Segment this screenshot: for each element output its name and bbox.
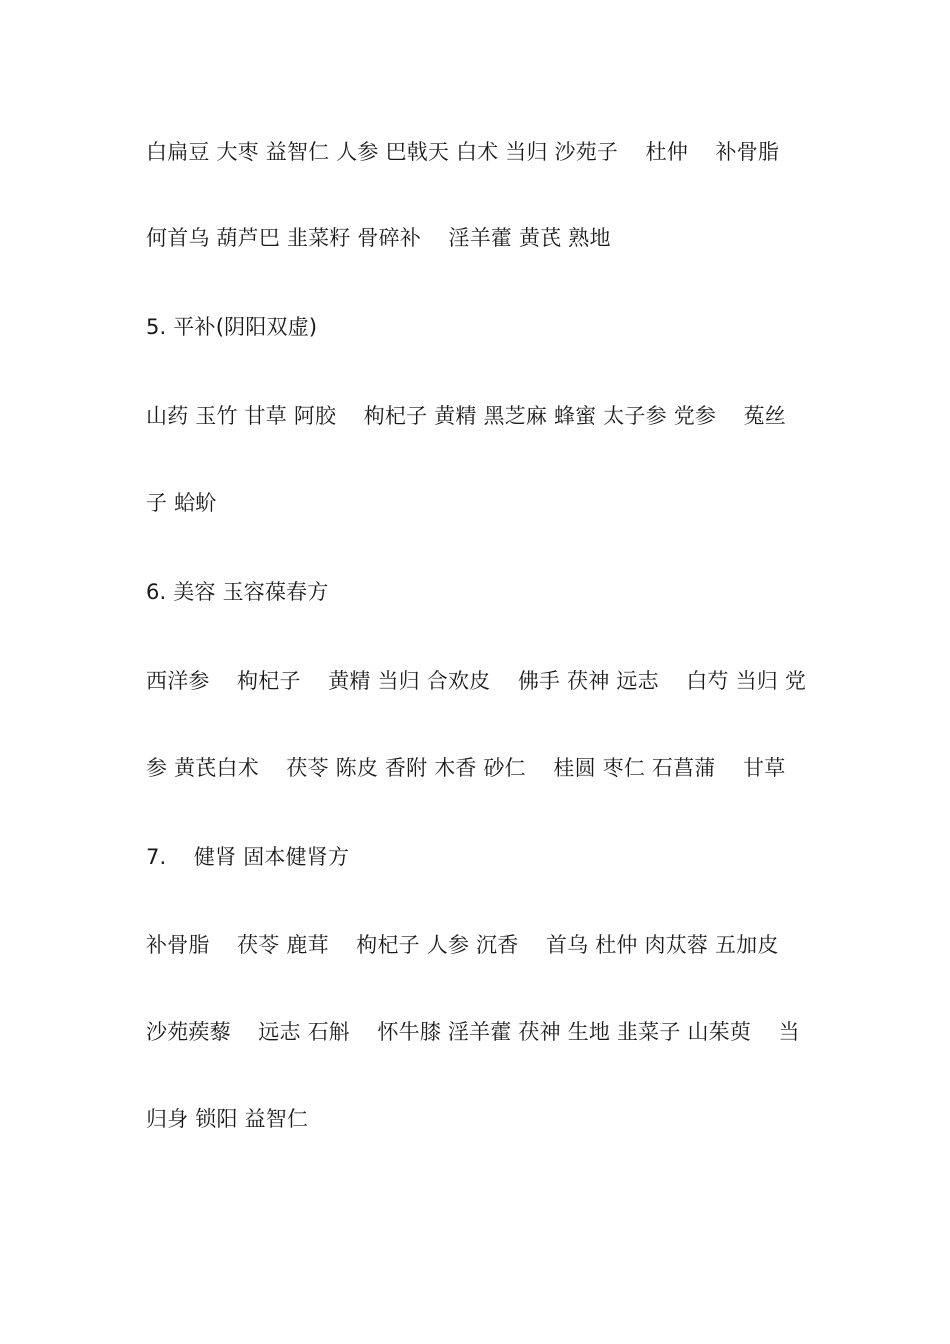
text-line: 参 黄芪白术 茯苓 陈皮 香附 木香 砂仁 桂圆 枣仁 石菖蒲 甘草 bbox=[146, 756, 786, 780]
section-heading: 6. 美容 玉容葆春方 bbox=[146, 580, 329, 604]
text-line: 补骨脂 茯苓 鹿茸 枸杞子 人参 沉香 首乌 杜仲 肉苁蓉 五加皮 bbox=[146, 933, 779, 957]
text-line: 西洋参 枸杞子 黄精 当归 合欢皮 佛手 茯神 远志 白芍 当归 党 bbox=[146, 669, 807, 693]
section-heading: 7. 健肾 固本健肾方 bbox=[146, 845, 350, 869]
text-line: 何首乌 葫芦巴 韭菜籽 骨碎补 淫羊藿 黄芪 熟地 bbox=[146, 226, 611, 250]
text-line: 沙苑蒺藜 远志 石斛 怀牛膝 淫羊藿 茯神 生地 韭菜子 山茱萸 当 bbox=[146, 1020, 800, 1044]
text-line: 子 蛤蚧 bbox=[146, 491, 217, 515]
text-line: 归身 锁阳 益智仁 bbox=[146, 1107, 309, 1131]
text-line: 山药 玉竹 甘草 阿胶 枸杞子 黄精 黑芝麻 蜂蜜 太子参 党参 菟丝 bbox=[146, 404, 787, 428]
text-line: 白扁豆 大枣 益智仁 人参 巴戟天 白术 当归 沙苑子 杜仲 补骨脂 bbox=[146, 140, 780, 164]
section-heading: 5. 平补(阴阳双虚) bbox=[146, 315, 318, 339]
